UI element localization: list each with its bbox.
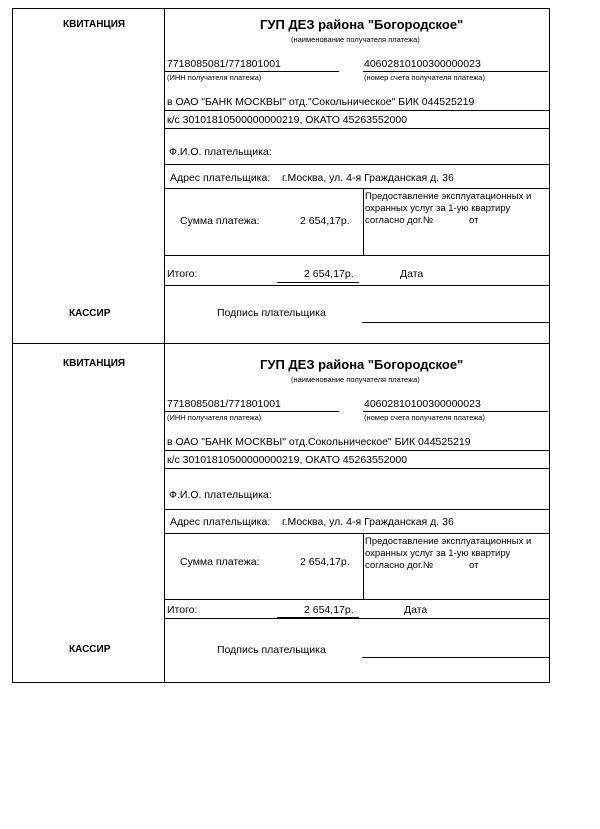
account-caption: (номер счета получателя платежа) (364, 413, 485, 422)
fio-label: Ф.И.О. плательщика: (169, 489, 272, 501)
signature-label: Подпись плательщика (217, 307, 326, 319)
inn-value: 7718085081/771801001 (167, 398, 281, 410)
corr-line: к/с 30101810500000000219, ОКАТО 45263552000 (167, 114, 408, 126)
account-value: 40602810100300000023 (364, 58, 481, 70)
payment-purpose: Предоставление эксплуатационных и охранных услуг за 1-ую квартиру согласно дог.№ (365, 191, 532, 226)
receipt-2 (12, 344, 550, 683)
inn-value: 7718085081/771801001 (167, 58, 281, 70)
payee-caption: (наименование получателя платежа) (291, 35, 420, 44)
address-label: Адрес плательщика: (170, 516, 271, 528)
inn-caption: (ИНН получателя платежа) (167, 73, 262, 82)
payment-purpose: Предоставление эксплуатационных и охранных услуг за 1-ую квартиру согласно дог.№ (365, 536, 532, 571)
receipt-1 (12, 8, 550, 344)
date-label: Дата (404, 604, 428, 616)
sum-label: Сумма платежа: (180, 556, 260, 568)
address-label: Адрес плательщика: (170, 172, 271, 184)
payee-name: ГУП ДЕЗ района "Богородское" (260, 17, 464, 32)
cashier-label: КАССИР (69, 644, 111, 655)
cashier-label: КАССИР (69, 308, 111, 319)
signature-label: Подпись плательщика (217, 644, 326, 656)
sum-value: 2 654,17р. (300, 556, 350, 568)
sum-label: Сумма платежа: (180, 215, 260, 227)
receipt-left-column (13, 9, 165, 343)
corr-line: к/с 30101810500000000219, ОКАТО 45263552000 (167, 454, 408, 466)
total-value: 2 654,17р. (304, 604, 354, 616)
sum-value: 2 654,17р. (300, 215, 350, 227)
account-value: 40602810100300000023 (364, 398, 481, 410)
receipt-right-column (164, 344, 549, 682)
from-label: от (469, 215, 479, 226)
address-value: г.Москва, ул. 4-я Гражданская д. 36 (282, 516, 454, 528)
payee-caption: (наименование получателя платежа) (291, 375, 420, 384)
total-label: Итого: (167, 604, 198, 616)
receipt-title: КВИТАНЦИЯ (63, 19, 126, 30)
receipt-title: КВИТАНЦИЯ (63, 358, 126, 369)
inn-caption: (ИНН получателя платежа) (167, 413, 262, 422)
bank-line: в ОАО "БАНК МОСКВЫ" отд."Сокольническое" БИК 044525219 (167, 96, 475, 108)
account-caption: (номер счета получателя платежа) (364, 73, 485, 82)
bank-line: в ОАО "БАНК МОСКВЫ" отд.Сокольническое" БИК 044525219 (167, 436, 471, 448)
address-value: г.Москва, ул. 4-я Гражданская д. 36 (282, 172, 454, 184)
total-value: 2 654,17р. (304, 268, 354, 280)
date-label: Дата (400, 268, 424, 280)
receipt-left-column (13, 344, 165, 682)
from-label: от (469, 560, 479, 571)
payee-name: ГУП ДЕЗ района "Богородское" (260, 357, 464, 372)
receipt-right-column (164, 9, 549, 343)
total-label: Итого: (167, 268, 198, 280)
fio-label: Ф.И.О. плательщика: (169, 146, 272, 158)
